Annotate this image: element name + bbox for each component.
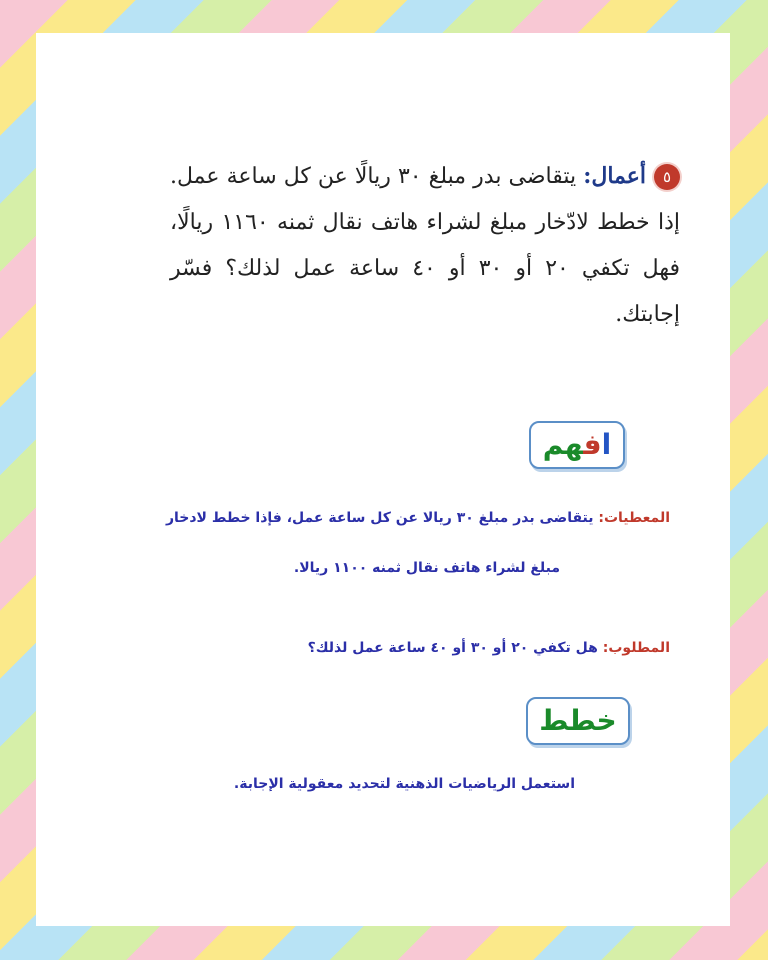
required-section (100, 633, 670, 663)
given-line1: يتقاضى بدر مبلغ ٣٠ ريالا عن كل ساعة عمل، فإذا خطط لادخار (165, 510, 594, 526)
required-label: المطلوب: (602, 640, 670, 656)
plan-text: استعمل الرياضيات الذهنية لتحديد معقولية الإجابة. (233, 776, 575, 792)
problem-text: يتقاضى بدر مبلغ ٣٠ ريالًا عن كل ساعة عمل. إذا خطط لادّخار مبلغ لشراء هاتف نقال ثمنه ١١٦٠ ريالًا، فهل تكفي ٢٠ أو ٣٠ أو ٤٠ ساعة عمل لذلك؟ فسّر إجابتك. (170, 164, 680, 327)
understand-tag-part1: ا (601, 428, 612, 461)
plan-tag: خطط (526, 697, 630, 745)
understand-tag-part2: ف (583, 428, 602, 461)
given-label: المعطيات: (598, 510, 670, 526)
content-card (36, 33, 730, 926)
given-section (100, 493, 670, 593)
problem-heading: أعمال: (583, 163, 646, 189)
problem-statement (170, 153, 680, 338)
given-line2: مبلغ لشراء هاتف نقال ثمنه ١١٠٠ ريالا. (293, 560, 560, 576)
understand-tag (529, 421, 625, 469)
problem-number-badge: ٥ (654, 164, 680, 190)
required-text: هل تكفي ٢٠ أو ٣٠ أو ٤٠ ساعة عمل لذلك؟ (307, 640, 598, 656)
understand-tag-part3: هم (542, 428, 584, 461)
